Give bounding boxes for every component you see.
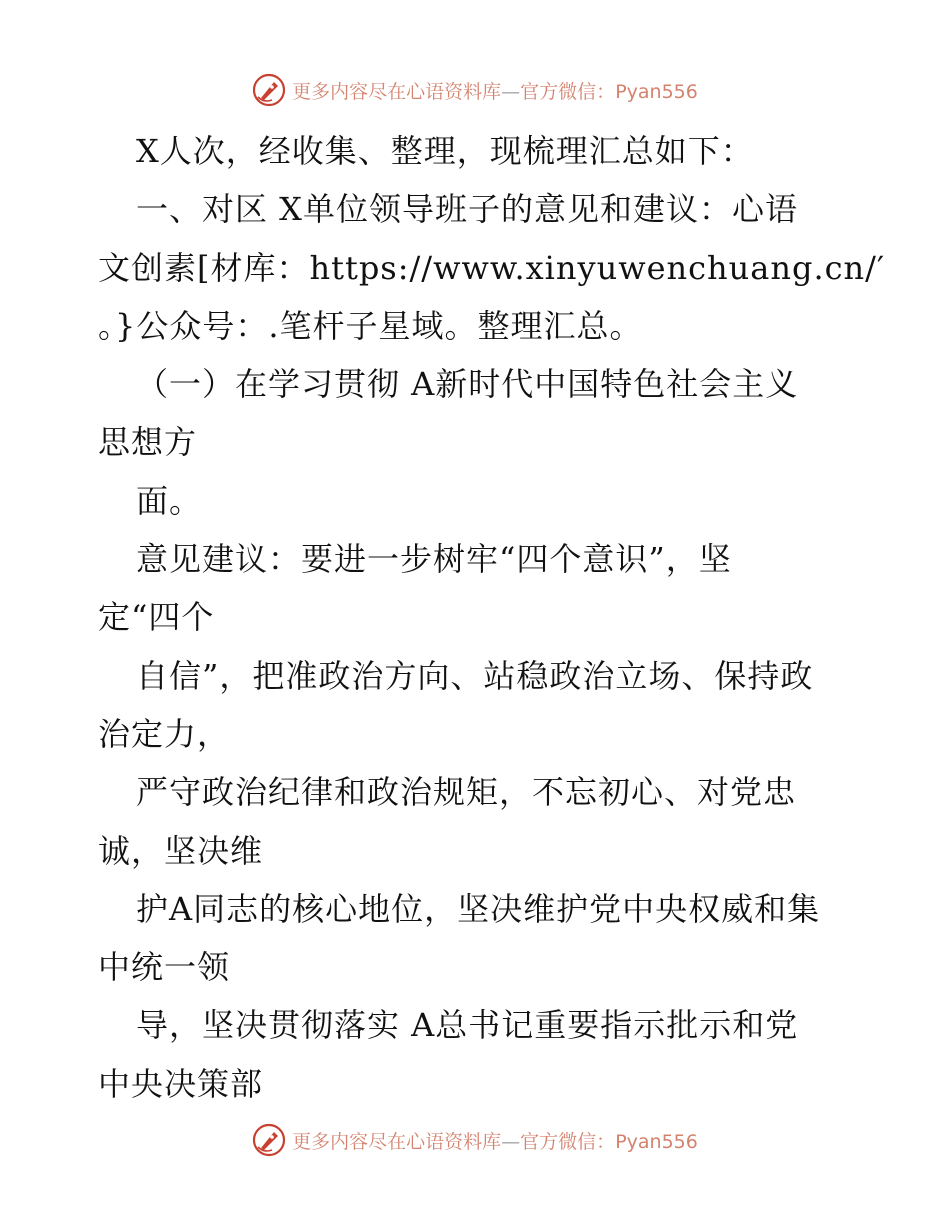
footer-banner-official: 官方微信： [520,1130,616,1153]
document-body [98,122,886,1113]
body-line: （一）在学习贯彻 A新时代中国特色社会主义 [136,365,799,404]
body-line: 思想方 [98,423,198,462]
body-line: X人次，经收集、整理，现梳理汇总如下： [136,132,754,170]
body-line: 自信”，把准政治方向、站稳政治立场、保持政 [136,656,814,695]
body-line: 严守政治纪律和政治规矩，不忘初心、对党忠 [136,773,797,812]
body-line: 治定力， [98,714,231,753]
pen-nib-logo-icon [252,1123,286,1157]
body-line: 护A同志的核心地位，坚决维护党中央权威和集 [136,889,821,928]
footer-banner-main: 更多内容尽在心语资料库 [292,1130,502,1153]
body-line: 面。 [136,481,203,520]
header-banner-main: 更多内容尽在心语资料库 [292,80,502,103]
body-line: 意见建议：要进一步树牢“四个意识”，坚 [136,540,732,579]
body-line: 中央决策部 [98,1064,264,1103]
footer-banner-text [292,1127,698,1154]
body-line: 文创素[材库：https://www.xinyuwenchuang.cn/′ [98,248,886,287]
pen-nib-logo-icon [252,73,286,107]
header-banner-official: 官方微信： [520,80,616,103]
header-banner [0,70,950,110]
body-line: 导，坚决贯彻落实 A总书记重要指示批示和党 [136,1006,799,1045]
footer-banner-handle: Pyan556 [615,1130,698,1153]
footer-banner-separator: — [501,1130,521,1153]
header-banner-text [292,77,698,104]
body-line: 。}公众号：.笔杆子星域。整理汇总。 [98,306,643,345]
body-line: 诚，坚决维 [98,831,264,870]
header-banner-separator: — [501,80,521,103]
body-line: 中统一领 [98,948,231,987]
footer-banner [0,1120,950,1160]
body-line: 定“四个 [98,598,215,637]
body-line: 一、对区 X单位领导班子的意见和建议：心语 [136,190,798,229]
header-banner-handle: Pyan556 [615,80,698,103]
